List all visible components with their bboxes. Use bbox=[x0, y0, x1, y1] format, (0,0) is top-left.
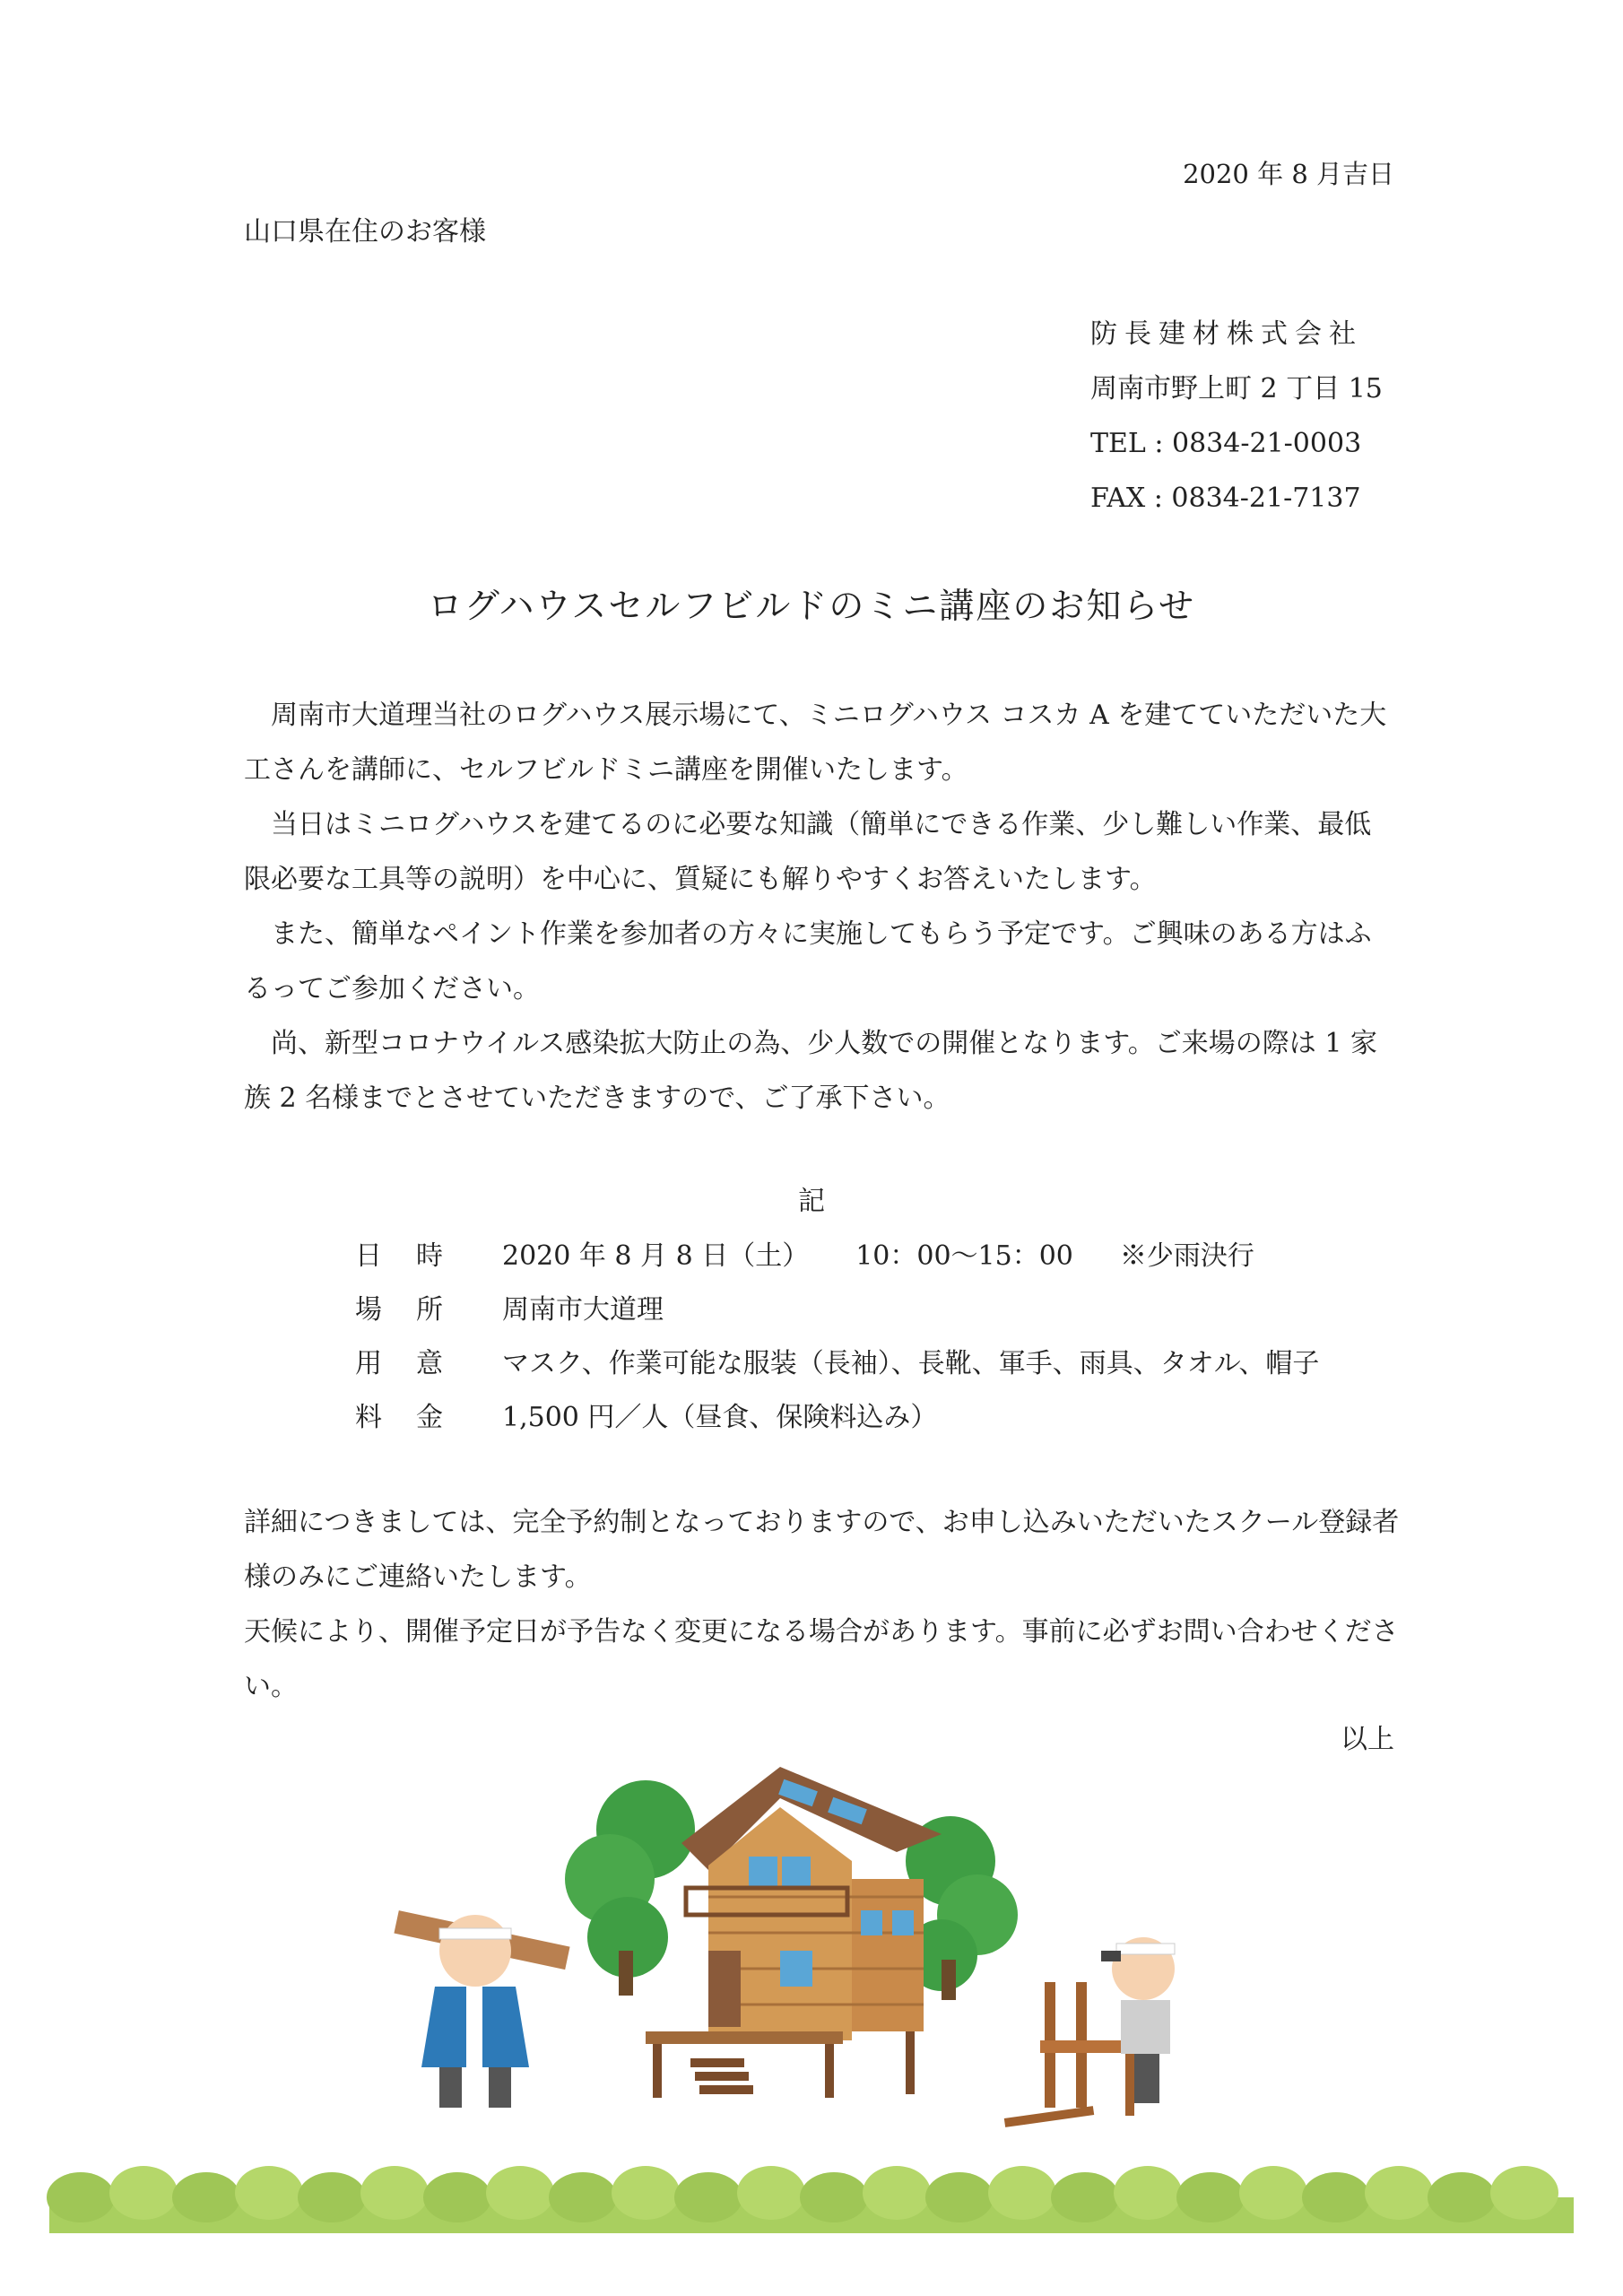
sender-company: 防長建材株式会社 bbox=[1090, 318, 1363, 350]
grass-hills-icon bbox=[47, 2166, 1574, 2233]
record-label: 用意 bbox=[355, 1348, 477, 1379]
addressee: 山口県在住のお客様 bbox=[244, 216, 486, 248]
carpenter-with-log-icon bbox=[394, 1910, 569, 2108]
record-value: 周南市大道理 bbox=[502, 1294, 664, 1326]
event-date: 2020 年 8 月 8 日（土） bbox=[502, 1240, 810, 1272]
record-row-fee bbox=[355, 1391, 1319, 1445]
record-row-place bbox=[355, 1283, 1319, 1337]
record-value bbox=[502, 1230, 1254, 1283]
sender-block bbox=[1090, 307, 1383, 526]
illustration bbox=[0, 1744, 1623, 2247]
event-details bbox=[355, 1230, 1319, 1445]
sender-fax: FAX : 0834-21-7137 bbox=[1090, 483, 1361, 514]
record-value: 1,500 円／人（昼食、保険料込み） bbox=[502, 1402, 938, 1433]
notice-title: ログハウスセルフビルドのミニ講座のお知らせ bbox=[427, 587, 1196, 627]
document-date: 2020 年 8 月吉日 bbox=[1183, 159, 1394, 189]
sender-address: 周南市野上町 2 丁目 15 bbox=[1090, 373, 1383, 404]
detail-paragraphs bbox=[244, 1495, 1401, 1714]
record-value: マスク、作業可能な服装（長袖）、長靴、軍手、雨具、タオル、帽子 bbox=[502, 1348, 1320, 1379]
event-note: ※少雨決行 bbox=[1119, 1240, 1254, 1272]
body-paragraph: 周南市大道理当社のログハウス展示場にて、ミニログハウス コスカ A を建てていただいた大工さんを講師に、セルフビルドミニ講座を開催いたします。 bbox=[244, 700, 1387, 786]
body-paragraphs bbox=[244, 688, 1392, 1126]
carpenter-building-chair-icon bbox=[1004, 1937, 1175, 2127]
ki-heading: 記 bbox=[798, 1186, 825, 1217]
detail-paragraph: 天候により、開催予定日が予告なく変更になる場合があります。事前に必ずお問い合わせください。 bbox=[244, 1616, 1399, 1702]
sender-tel: TEL : 0834-21-0003 bbox=[1090, 428, 1362, 459]
body-paragraph: 尚、新型コロナウイルス感染拡大防止の為、少人数での開催となります。ご来場の際は 1 家族 2 名様までとさせていただきますので、ご了承下さい。 bbox=[244, 1028, 1377, 1114]
body-paragraph: 当日はミニログハウスを建てるのに必要な知識（簡単にできる作業、少し難しい作業、最低限必要な工具等の説明）を中心に、質疑にも解りやすくお答えいたします。 bbox=[244, 809, 1372, 895]
event-time: 10：00～15：00 bbox=[855, 1240, 1073, 1272]
body-paragraph: また、簡単なペイント作業を参加者の方々に実施してもらう予定です。ご興味のある方はふるってご参加ください。 bbox=[244, 918, 1372, 1004]
record-row-datetime bbox=[355, 1230, 1319, 1283]
record-label: 日時 bbox=[355, 1240, 477, 1272]
record-label: 場所 bbox=[355, 1294, 477, 1326]
record-row-items bbox=[355, 1337, 1319, 1391]
closing-word: 以上 bbox=[1341, 1724, 1394, 1755]
record-label: 料金 bbox=[355, 1402, 477, 1433]
detail-paragraph: 詳細につきましては、完全予約制となっておりますので、お申し込みいただいたスクール登録者様のみにご連絡いたします。 bbox=[244, 1507, 1400, 1593]
